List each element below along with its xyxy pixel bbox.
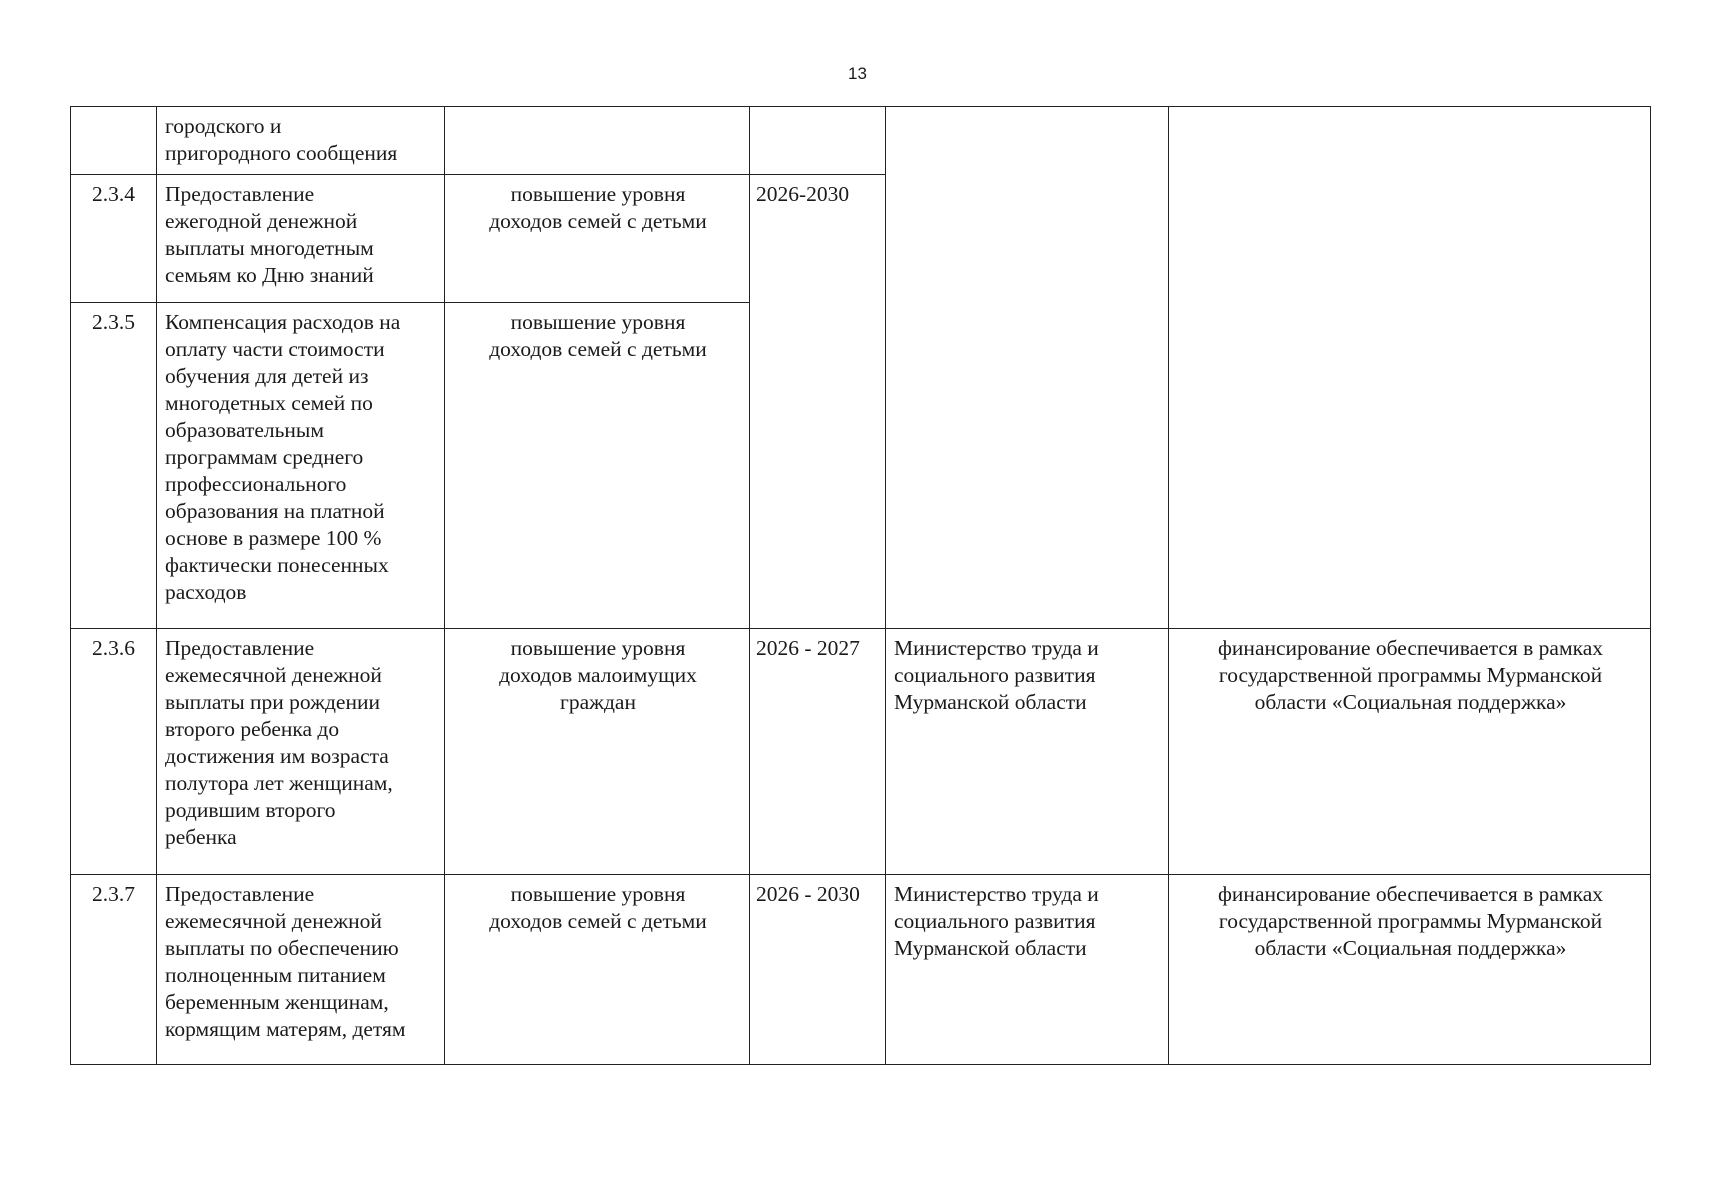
measure-line: достижения им возраста	[165, 744, 389, 768]
row-number: 2.3.6	[71, 629, 157, 875]
financing-cell	[1169, 629, 1651, 875]
measure-line: программам среднего	[165, 445, 364, 469]
financing-line: финансирование обеспечивается в рамках	[1218, 636, 1603, 660]
measures-table	[70, 106, 1651, 1065]
measure-cell	[157, 303, 445, 629]
financing-line: государственной программы Мурманской	[1218, 909, 1603, 933]
measure-line: обучения для детей из	[165, 364, 369, 388]
result-line: доходов семей с детьми	[489, 909, 707, 933]
measure-line: ребенка	[165, 825, 237, 849]
measure-line: семьям ко Дню знаний	[165, 263, 374, 287]
measure-line: выплаты многодетным	[165, 236, 374, 260]
table-row	[71, 629, 1651, 875]
measure-line: беременным женщинам,	[165, 990, 389, 1014]
period-cell: 2026 - 2030	[750, 875, 886, 1065]
measure-line: ежемесячной денежной	[165, 663, 382, 687]
period-cell: 2026 - 2027	[750, 629, 886, 875]
measure-line: Предоставление	[165, 182, 315, 206]
executor-cell	[886, 107, 1169, 629]
measure-line: выплаты по обеспечению	[165, 936, 399, 960]
measure-line: Компенсация расходов на	[165, 310, 401, 334]
financing-line: области «Социальная поддержка»	[1254, 936, 1567, 960]
measure-line: пригородного сообщения	[165, 141, 398, 165]
financing-line: области «Социальная поддержка»	[1254, 690, 1567, 714]
result-line: повышение уровня	[510, 182, 686, 206]
financing-line: государственной программы Мурманской	[1218, 663, 1603, 687]
executor-line: Министерство труда и	[894, 882, 1099, 906]
measure-line: городского и	[165, 114, 282, 138]
table-row	[71, 107, 1651, 175]
row-number: 2.3.4	[71, 175, 157, 303]
measure-cell	[157, 629, 445, 875]
financing-line: финансирование обеспечивается в рамках	[1218, 882, 1603, 906]
result-cell	[445, 175, 750, 303]
result-line: повышение уровня	[510, 636, 686, 660]
table-row	[71, 875, 1651, 1065]
row-number	[71, 107, 157, 175]
result-line: повышение уровня	[510, 310, 686, 334]
executor-cell	[886, 875, 1169, 1065]
measure-cell	[157, 175, 445, 303]
executor-line: Мурманской области	[894, 690, 1087, 714]
result-cell	[445, 107, 750, 175]
result-line: повышение уровня	[510, 882, 686, 906]
measure-line: Предоставление	[165, 636, 315, 660]
measure-cell	[157, 875, 445, 1065]
result-line: доходов малоимущих	[499, 663, 697, 687]
measure-line: оплату части стоимости	[165, 337, 385, 361]
period-cell	[750, 107, 886, 175]
executor-cell	[886, 629, 1169, 875]
measure-line: ежегодной денежной	[165, 209, 358, 233]
executor-line: Мурманской области	[894, 936, 1087, 960]
page-number: 13	[848, 64, 867, 83]
measure-line: образовательным	[165, 418, 324, 442]
result-line: граждан	[560, 690, 636, 714]
row-number: 2.3.5	[71, 303, 157, 629]
result-cell	[445, 303, 750, 629]
financing-cell	[1169, 107, 1651, 629]
result-cell	[445, 875, 750, 1065]
measure-line: основе в размере 100 %	[165, 526, 382, 550]
measure-line: профессионального	[165, 472, 347, 496]
measure-line: образования на платной	[165, 499, 385, 523]
result-cell	[445, 629, 750, 875]
measure-line: полутора лет женщинам,	[165, 771, 393, 795]
measure-cell	[157, 107, 445, 175]
result-line: доходов семей с детьми	[489, 209, 707, 233]
measure-line: полноценным питанием	[165, 963, 386, 987]
measure-line: кормящим матерям, детям	[165, 1017, 406, 1041]
row-number: 2.3.7	[71, 875, 157, 1065]
measure-line: расходов	[165, 580, 247, 604]
measure-line: фактически понесенных	[165, 553, 389, 577]
financing-cell	[1169, 875, 1651, 1065]
measure-line: многодетных семей по	[165, 391, 373, 415]
executor-line: социального развития	[894, 909, 1096, 933]
measure-line: выплаты при рождении	[165, 690, 380, 714]
measure-line: второго ребенка до	[165, 717, 340, 741]
result-line: доходов семей с детьми	[489, 337, 707, 361]
measure-line: ежемесячной денежной	[165, 909, 382, 933]
measure-line: родившим второго	[165, 798, 336, 822]
executor-line: социального развития	[894, 663, 1096, 687]
period-cell: 2026-2030	[750, 175, 886, 629]
executor-line: Министерство труда и	[894, 636, 1099, 660]
measure-line: Предоставление	[165, 882, 315, 906]
